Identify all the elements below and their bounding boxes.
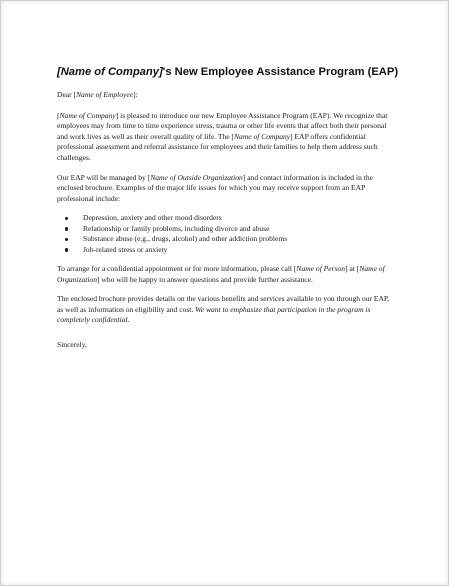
intro-bracket: [: [57, 110, 60, 120]
salutation: [57, 90, 397, 101]
bullet-icon: [65, 217, 68, 220]
brochure-text: The enclosed brochure provides details on the various benefits and services available to you through our EAP, as well as information on eligibility and cost.: [57, 294, 390, 314]
employee-placeholder: Name of Employee: [76, 90, 134, 99]
intro-text-2: ] EAP offers confidential professional assessment and referral assistance for employees and their families to help them address such challenges.: [57, 131, 378, 162]
letter-body: [57, 65, 397, 360]
outside-organization-placeholder: Name of Outside Organization: [150, 172, 243, 182]
arrange-text-1: To arrange for a confidential appointment or for more information, please call [: [57, 263, 297, 273]
company-placeholder-2: Name of Company: [233, 131, 291, 141]
bullet-icon: [65, 227, 68, 230]
list-item: [57, 224, 397, 234]
confidentiality-emphasis: We want to emphasize that participation in the program is completely confidential.: [57, 304, 371, 325]
intro-text-1: ] is pleased to introduce our new Employee Assistance Program (EAP). We recognize that employees may from time to time experience stress, trauma or other life events that affect both their personal and work lives as well as their overall quality of life. The [: [57, 110, 388, 141]
list-item-text: Depression, anxiety and other mood disorders: [83, 213, 222, 223]
arrange-text-2: ] at [: [345, 263, 360, 273]
list-item: [57, 213, 397, 223]
managed-text-1: Our EAP will be managed by [: [57, 172, 151, 182]
brochure-paragraph: [57, 294, 397, 326]
salutation-lead: Dear [: [57, 90, 77, 99]
closing: Sincerely,: [57, 339, 87, 349]
list-item-text: Job-related stress or anxiety: [83, 244, 168, 254]
organization-placeholder: Name of Organization: [57, 263, 385, 284]
list-item-text: Substance abuse (e.g., drugs, alcohol) and other addiction problems: [83, 234, 288, 244]
list-item: [57, 234, 397, 244]
company-placeholder: Name of Company: [59, 110, 116, 120]
life-issues-list: [57, 213, 397, 255]
person-placeholder: Name of Person: [296, 263, 346, 273]
list-item: [57, 245, 397, 255]
letter-title: [57, 65, 397, 79]
arrange-text-3: ] who will be happy to answer questions and provide further assistance.: [96, 274, 313, 284]
salutation-tail: ]:: [133, 90, 138, 99]
title-company-placeholder: [Name of Company]: [57, 66, 163, 78]
list-item-text: Relationship or family problems, including divorce and abuse: [83, 223, 270, 233]
bullet-icon: [65, 238, 68, 241]
managed-paragraph: [57, 173, 397, 205]
bullet-icon: [65, 248, 68, 251]
intro-paragraph: [57, 111, 397, 164]
managed-text-2: ] and contact information is included in the enclosed brochure. Examples of the major life issues for which you may receive support from an EAP professional include:: [57, 172, 373, 203]
title-rest: 's New Employee Assistance Program (EAP): [162, 66, 399, 78]
arrange-paragraph: [57, 264, 397, 285]
